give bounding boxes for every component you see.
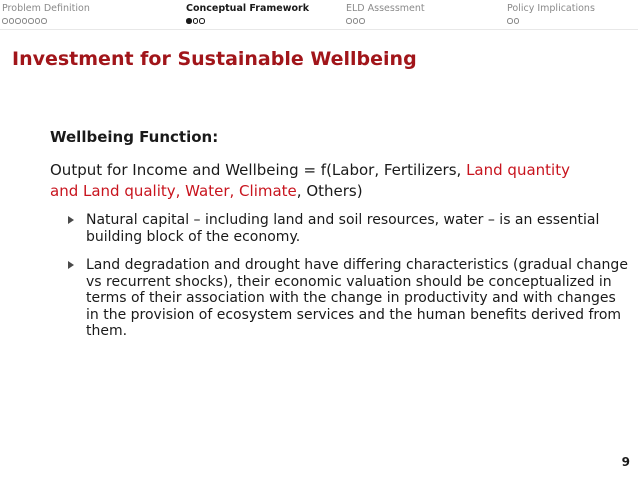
bullet-item — [50, 212, 631, 245]
nav-dot[interactable] — [15, 18, 21, 24]
nav-section-policy-implications[interactable] — [507, 3, 595, 24]
nav-progress-dots — [507, 18, 595, 24]
equation-text: , Others) — [296, 182, 363, 200]
nav-dot[interactable] — [2, 18, 8, 24]
nav-dot[interactable] — [9, 18, 15, 24]
bullet-item — [50, 257, 631, 340]
nav-section-title[interactable]: Policy Implications — [507, 3, 595, 14]
nav-dot[interactable] — [507, 18, 513, 24]
nav-section-title[interactable]: Conceptual Framework — [186, 3, 310, 14]
nav-section-problem-definition[interactable] — [2, 3, 90, 24]
nav-section-conceptual-framework[interactable] — [186, 3, 309, 24]
wellbeing-function-heading: Wellbeing Function: — [50, 128, 219, 146]
nav-progress-dots — [186, 18, 309, 24]
nav-dot[interactable] — [35, 18, 41, 24]
nav-divider — [0, 29, 638, 30]
nav-dot-current[interactable] — [186, 18, 192, 24]
navigation-bar — [0, 0, 638, 29]
nav-dot[interactable] — [346, 18, 352, 24]
page-number: 9 — [621, 455, 630, 469]
nav-dot[interactable] — [41, 18, 47, 24]
output-equation — [50, 160, 570, 202]
equation-text: Output for Income and Wellbeing = f(Labor, Fertilizers, — [50, 161, 467, 179]
triangle-bullet-icon — [68, 216, 74, 224]
nav-section-title[interactable]: ELD Assessment — [346, 3, 425, 14]
nav-section-title[interactable]: Problem Definition — [2, 3, 90, 14]
slide-body — [50, 128, 628, 352]
nav-section-eld-assessment[interactable] — [346, 3, 425, 24]
nav-progress-dots — [2, 18, 90, 24]
equation-highlight: Land quantity and Land quality, Water, Climate — [50, 161, 570, 200]
nav-dot[interactable] — [353, 18, 359, 24]
nav-dot[interactable] — [22, 18, 28, 24]
nav-progress-dots — [346, 18, 425, 24]
triangle-bullet-icon — [68, 261, 74, 269]
slide-title: Investment for Sustainable Wellbeing — [12, 48, 417, 70]
nav-dot[interactable] — [514, 18, 520, 24]
bullet-text: Natural capital – including land and soil resources, water – is an essential building block of the economy. — [86, 212, 600, 245]
nav-dot[interactable] — [199, 18, 205, 24]
bullet-text: Land degradation and drought have differing characteristics (gradual change vs recurrent shocks), their economic valuation should be conceptualized in terms of their association with the change in productivity and with changes in the provision of ecosystem services and the human benefits derived from them. — [86, 257, 628, 339]
nav-dot[interactable] — [193, 18, 199, 24]
bullet-list — [50, 212, 628, 340]
nav-dot[interactable] — [359, 18, 365, 24]
nav-dot[interactable] — [28, 18, 34, 24]
